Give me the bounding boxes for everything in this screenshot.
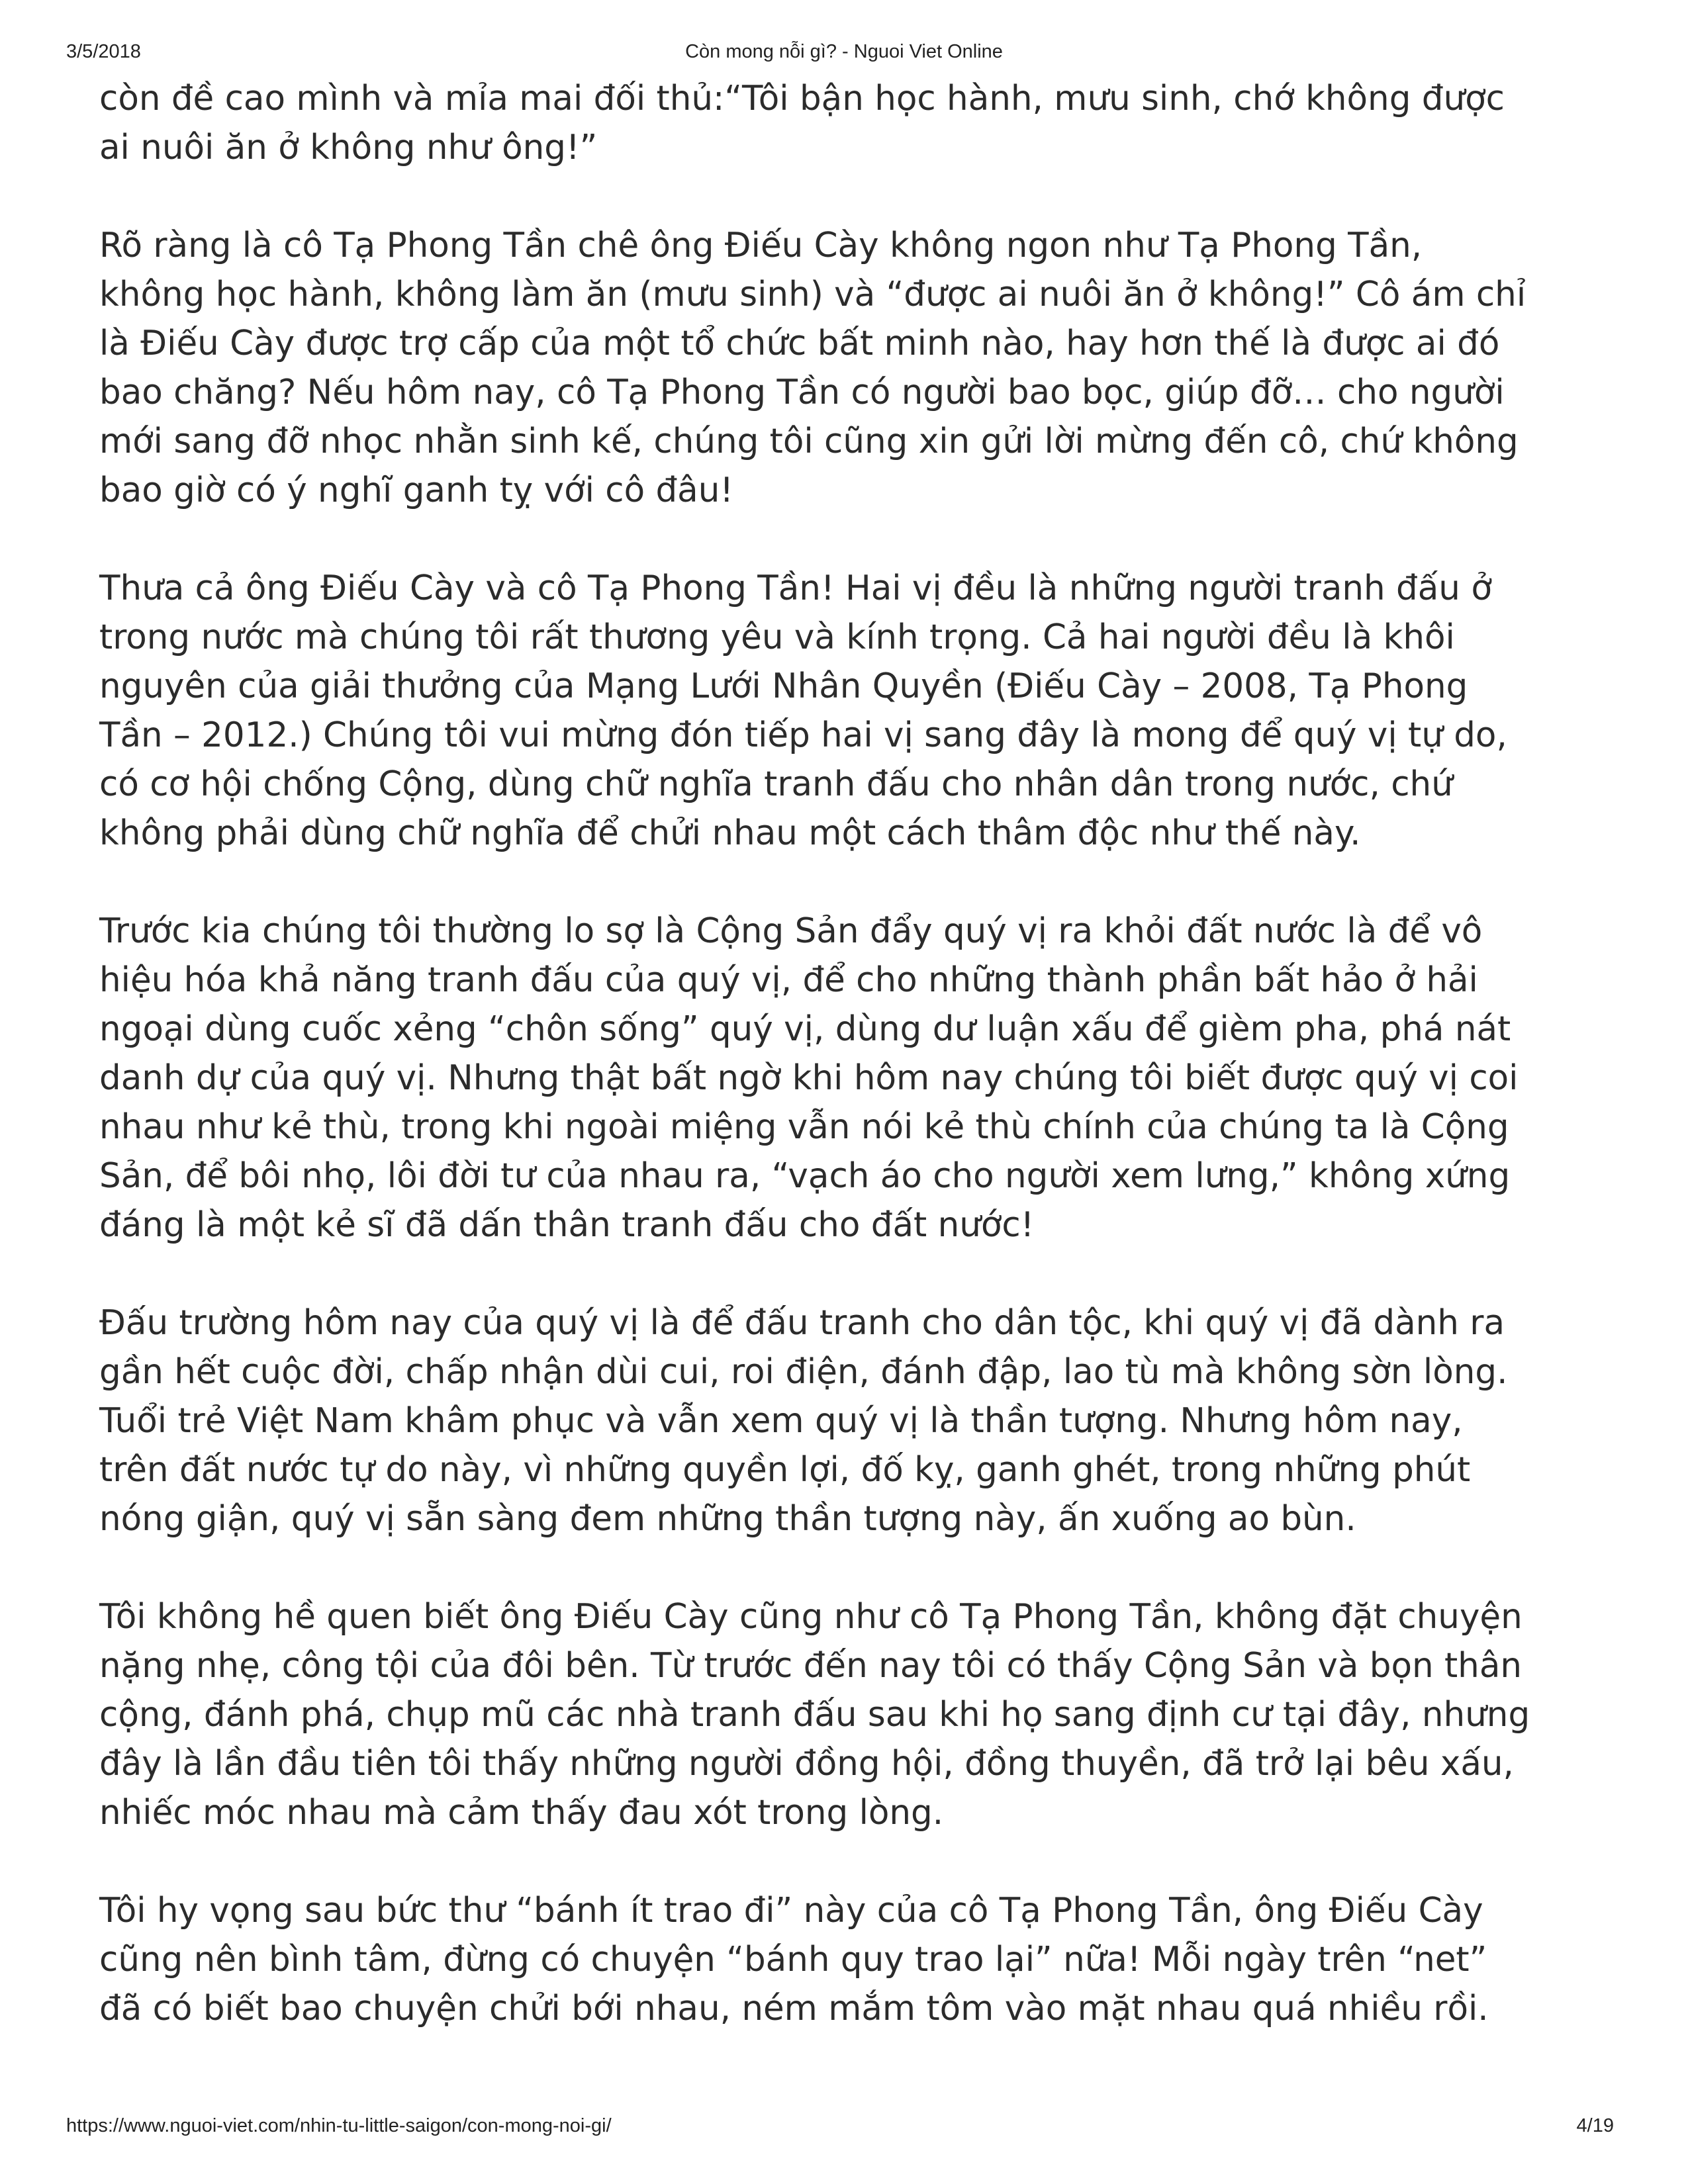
print-date: 3/5/2018 xyxy=(66,41,141,62)
paragraph-line: là Điếu Cày được trợ cấp của một tổ chức bất minh nào, hay hơn thế là được ai đó xyxy=(99,324,1500,363)
article-paragraph xyxy=(99,564,1602,858)
paragraph-line: Thưa cả ông Điếu Cày và cô Tạ Phong Tần! Hai vị đều là những người tranh đấu ở xyxy=(99,569,1492,608)
paragraph-line: cũng nên bình tâm, đừng có chuyện “bánh quy trao lại” nữa! Mỗi ngày trên “net” xyxy=(99,1940,1487,1979)
article-paragraph xyxy=(99,1886,1602,2033)
paragraph-line: Trước kia chúng tôi thường lo sợ là Cộng Sản đẩy quý vị ra khỏi đất nước là để vô xyxy=(99,911,1483,951)
paragraph-line: Tuổi trẻ Việt Nam khâm phục và vẫn xem quý vị là thần tượng. Nhưng hôm nay, xyxy=(99,1401,1463,1441)
paragraph-line: đã có biết bao chuyện chửi bới nhau, ném mắm tôm vào mặt nhau quá nhiều rồi. xyxy=(99,1989,1489,2028)
article-paragraph xyxy=(99,74,1602,172)
paragraph-line: còn đề cao mình và mỉa mai đối thủ:“Tôi bận học hành, mưu sinh, chớ không được xyxy=(99,79,1505,118)
article-paragraph xyxy=(99,1592,1602,1837)
paragraph-line: Đấu trường hôm nay của quý vị là để đấu tranh cho dân tộc, khi quý vị đã dành ra xyxy=(99,1303,1505,1343)
article-paragraph xyxy=(99,1298,1602,1543)
paragraph-line: nặng nhẹ, công tội của đôi bên. Từ trước đến nay tôi có thấy Cộng Sản và bọn thân xyxy=(99,1646,1523,1686)
paragraph-line: trên đất nước tự do này, vì những quyền lợi, đố kỵ, ganh ghét, trong những phút xyxy=(99,1450,1471,1490)
paragraph-line: danh dự của quý vị. Nhưng thật bất ngờ khi hôm nay chúng tôi biết được quý vị coi xyxy=(99,1058,1519,1098)
print-footer xyxy=(0,2115,1688,2142)
paragraph-line: gần hết cuộc đời, chấp nhận dùi cui, roi điện, đánh đập, lao tù mà không sờn lòng. xyxy=(99,1352,1508,1392)
page-title: Còn mong nỗi gì? - Nguoi Viet Online xyxy=(685,41,1003,62)
paragraph-line: Tôi không hề quen biết ông Điếu Cày cũng như cô Tạ Phong Tần, không đặt chuyện xyxy=(99,1597,1523,1637)
paragraph-line: nguyên của giải thưởng của Mạng Lưới Nhân Quyền (Điếu Cày – 2008, Tạ Phong xyxy=(99,666,1468,706)
paragraph-line: Sản, để bôi nhọ, lôi đời tư của nhau ra, “vạch áo cho người xem lưng,” không xứng xyxy=(99,1156,1511,1196)
paragraph-line: ai nuôi ăn ở không như ông!” xyxy=(99,128,598,167)
paragraph-line: Tần – 2012.) Chúng tôi vui mừng đón tiếp hai vị sang đây là mong để quý vị tự do, xyxy=(99,715,1507,755)
article-body xyxy=(99,74,1602,2033)
page-url[interactable]: https://www.nguoi-viet.com/nhin-tu-little-saigon/con-mong-noi-gi/ xyxy=(66,2115,612,2136)
page-number: 4/19 xyxy=(1576,2115,1614,2136)
paragraph-line: không học hành, không làm ăn (mưu sinh) và “được ai nuôi ăn ở không!” Cô ám chỉ xyxy=(99,275,1526,314)
paragraph-line: trong nước mà chúng tôi rất thương yêu và kính trọng. Cả hai người đều là khôi xyxy=(99,617,1455,657)
paragraph-line: nóng giận, quý vị sẵn sàng đem những thần tượng này, ấn xuống ao bùn. xyxy=(99,1499,1356,1539)
paragraph-line: cộng, đánh phá, chụp mũ các nhà tranh đấu sau khi họ sang định cư tại đây, nhưng xyxy=(99,1695,1530,1735)
paragraph-line: đáng là một kẻ sĩ đã dấn thân tranh đấu cho đất nước! xyxy=(99,1205,1035,1245)
paragraph-line: đây là lần đầu tiên tôi thấy những người đồng hội, đồng thuyền, đã trở lại bêu xấu, xyxy=(99,1744,1514,1784)
print-header xyxy=(0,41,1688,68)
paragraph-line: bao giờ có ý nghĩ ganh tỵ với cô đâu! xyxy=(99,471,734,510)
paragraph-line: Tôi hy vọng sau bức thư “bánh ít trao đi” này của cô Tạ Phong Tần, ông Điếu Cày xyxy=(99,1891,1483,1931)
article-paragraph xyxy=(99,221,1602,515)
paragraph-line: ngoại dùng cuốc xẻng “chôn sống” quý vị, dùng dư luận xấu để gièm pha, phá nát xyxy=(99,1009,1511,1049)
paragraph-line: có cơ hội chống Cộng, dùng chữ nghĩa tranh đấu cho nhân dân trong nước, chứ xyxy=(99,764,1453,804)
article-paragraph xyxy=(99,907,1602,1250)
paragraph-line: bao chăng? Nếu hôm nay, cô Tạ Phong Tần có người bao bọc, giúp đỡ… cho người xyxy=(99,373,1505,412)
paragraph-line: mới sang đỡ nhọc nhằn sinh kế, chúng tôi cũng xin gửi lời mừng đến cô, chứ không xyxy=(99,422,1519,461)
paragraph-line: không phải dùng chữ nghĩa để chửi nhau một cách thâm độc như thế này. xyxy=(99,813,1361,853)
paragraph-line: Rõ ràng là cô Tạ Phong Tần chê ông Điếu Cày không ngon như Tạ Phong Tần, xyxy=(99,226,1423,265)
paragraph-line: nhau như kẻ thù, trong khi ngoài miệng vẫn nói kẻ thù chính của chúng ta là Cộng xyxy=(99,1107,1509,1147)
paragraph-line: nhiếc móc nhau mà cảm thấy đau xót trong lòng. xyxy=(99,1793,944,1833)
paragraph-line: hiệu hóa khả năng tranh đấu của quý vị, để cho những thành phần bất hảo ở hải xyxy=(99,960,1478,1000)
